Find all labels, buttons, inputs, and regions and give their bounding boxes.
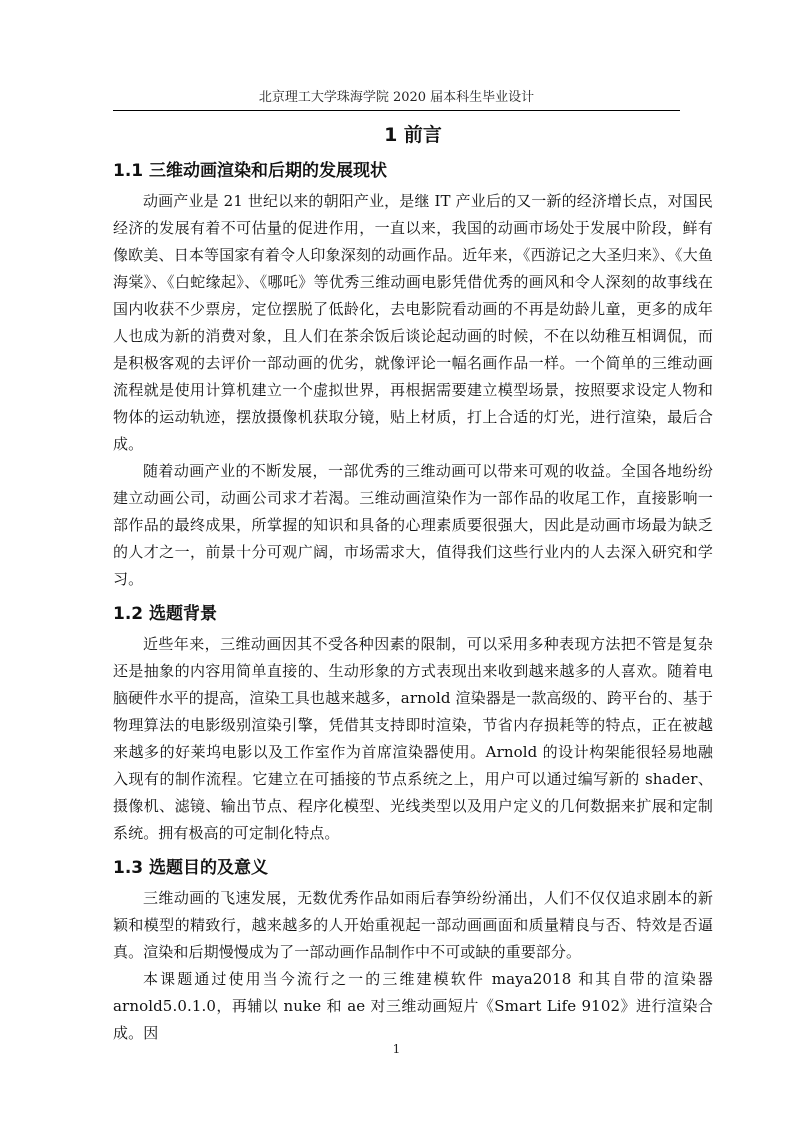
page-body: [113, 116, 713, 1047]
paragraph: 动画产业是 21 世纪以来的朝阳产业，是继 IT 产业后的又一新的经济增长点，对国民经济的发展有着不可估量的促进作用，一直以来，我国的动画市场处于发展中阶段，鲜有像欧美、日本等国家有着令人印象深刻的动画作品。近年来，《西游记之大圣归来》、《大鱼海棠》、《白蛇缘起》、《哪吒》等优秀三维动画电影凭借优秀的画风和令人深刻的故事线在国内收获不少票房，定位摆脱了低龄化，去电影院看动画的不再是幼龄儿童，更多的成年人也成为新的消费对象，且人们在茶余饭后谈论起动画的时候，不在以幼稚互相调侃，而是积极客观的去评价一部动画的优劣，就像评论一幅名画作品一样。一个简单的三维动画流程就是使用计算机建立一个虚拟世界，再根据需要建立模型场景，按照要求设定人物和物体的运动轨迹，摆放摄像机获取分镜，贴上材质，打上合适的灯光，进行渲染，最后合成。: [113, 192, 713, 453]
section-title-1-3: 1.3 选题目的及意义: [113, 858, 269, 878]
section-title-1-1: 1.1 三维动画渲染和后期的发展现状: [113, 161, 388, 181]
paragraph: 三维动画的飞速发展，无数优秀作品如雨后春笋纷纷涌出，人们不仅仅追求剧本的新颖和模型的精致行，越来越多的人开始重视起一部动画画面和质量精良与否、特效是否逼真。渲染和后期慢慢成为了一部动画作品制作中不可或缺的重要部分。: [113, 889, 713, 961]
page-number: 1: [392, 1042, 401, 1056]
paragraph: 近些年来，三维动画因其不受各种因素的限制，可以采用多种表现方法把不管是复杂还是抽象的内容用简单直接的、生动形象的方式表现出来收到越来越多的人喜欢。随着电脑硬件水平的提高，渲染工具也越来越多，arnold 渲染器是一款高级的、跨平台的、基于物理算法的电影级别渲染引擎，凭借其支持即时渲染，节省内存损耗等的特点，正在被越来越多的好莱坞电影以及工作室作为首席渲染器使用。Arnold 的设计构架能很轻易地融入现有的制作流程。它建立在可插接的节点系统之上，用户可以通过编写新的 shader、摄像机、滤镜、输出节点、程序化模型、光线类型以及用户定义的几何数据来扩展和定制系统。拥有极高的可定制化特点。: [113, 635, 713, 842]
paragraph: 随着动画产业的不断发展，一部优秀的三维动画可以带来可观的收益。全国各地纷纷建立动画公司，动画公司求才若渴。三维动画渲染作为一部作品的收尾工作，直接影响一部作品的最终成果，所掌握的知识和具备的心理素质要很强大，因此是动画市场最为缺乏的人才之一，前景十分可观广阔，市场需求大，值得我们这些行业内的人去深入研究和学习。: [113, 462, 713, 588]
running-header: 北京理工大学珠海学院 2020 届本科生毕业设计: [258, 90, 535, 105]
chapter-title: 1 前言: [384, 124, 442, 146]
header-divider: [113, 110, 680, 111]
section-title-1-2: 1.2 选题背景: [113, 604, 218, 624]
paragraph: 本课题通过使用当今流行之一的三维建模软件 maya2018 和其自带的渲染器 arnold5.0.1.0，再辅以 nuke 和 ae 对三维动画短片《Smart Life 9102》进行渲染合成。因: [113, 970, 713, 1042]
